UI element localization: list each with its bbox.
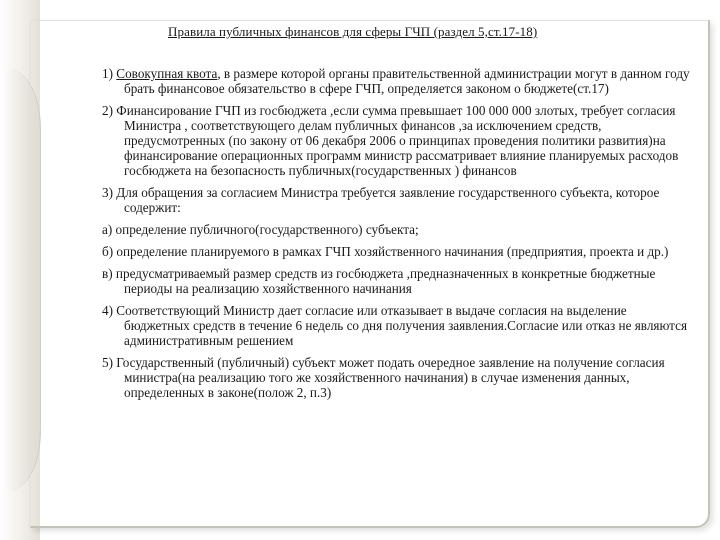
paragraph-3a: а) определение публичного(государственного) субъекта; [102,222,419,237]
paragraph-4: 4) Соответствующий Министр дает согласие или отказывает в выдаче согласия на выделение бюджетных средств в течение 6 недель со дня получения заявления.Согласие или отказ не являются административным решением [102,303,688,348]
paragraph-3: 3) Для обращения за согласием Министра требуется заявление государственного субъекта, которое содержит: [102,185,660,215]
paragraph-3b: б) определение планируемого в рамках ГЧП хозяйственного начинания (предприятия, проекта и др.) [102,244,669,259]
slide-title: Правила публичных финансов для сферы ГЧП (раздел 5,ст.17-18) [168,24,538,39]
paragraph-1 [102,66,692,96]
slide-body [102,66,692,407]
paragraph-2: 2) Финансирование ГЧП из госбюджета ,если сумма превышает 100 000 000 злотых, требует согласия Министра , соответствующего делам публичных финансов ,за исключением средств, предусмотренных (по закону от 06 декабря 2006 о принципах проведения политики развития)на финансирование операционных программ министр рассматривает влияние планируемых расходов госбюджета на безопасность публичных(государственных ) финансов [102,103,679,178]
paragraph-1-term: Совокупная квота [116,66,218,81]
paragraph-5: 5) Государственный (публичный) субъект может подать очередное заявление на получение согласия министра(на реализацию того же хозяйственного начинания) в случае изменения данных, определенных в законе(полож 2, п.3) [102,355,665,400]
paragraph-1-text: , в размере которой органы правительственной администрации могут в данном году брать финансовое обязательство в сфере ГЧП, определяется законом о бюджете(ст.17) [124,66,690,96]
paragraph-3c: в) предусматриваемый размер средств из госбюджета ,предназначенных в конкретные бюджетные периоды на реализацию хозяйственного начинания [102,266,656,296]
paragraph-1-prefix: 1) [102,66,117,81]
